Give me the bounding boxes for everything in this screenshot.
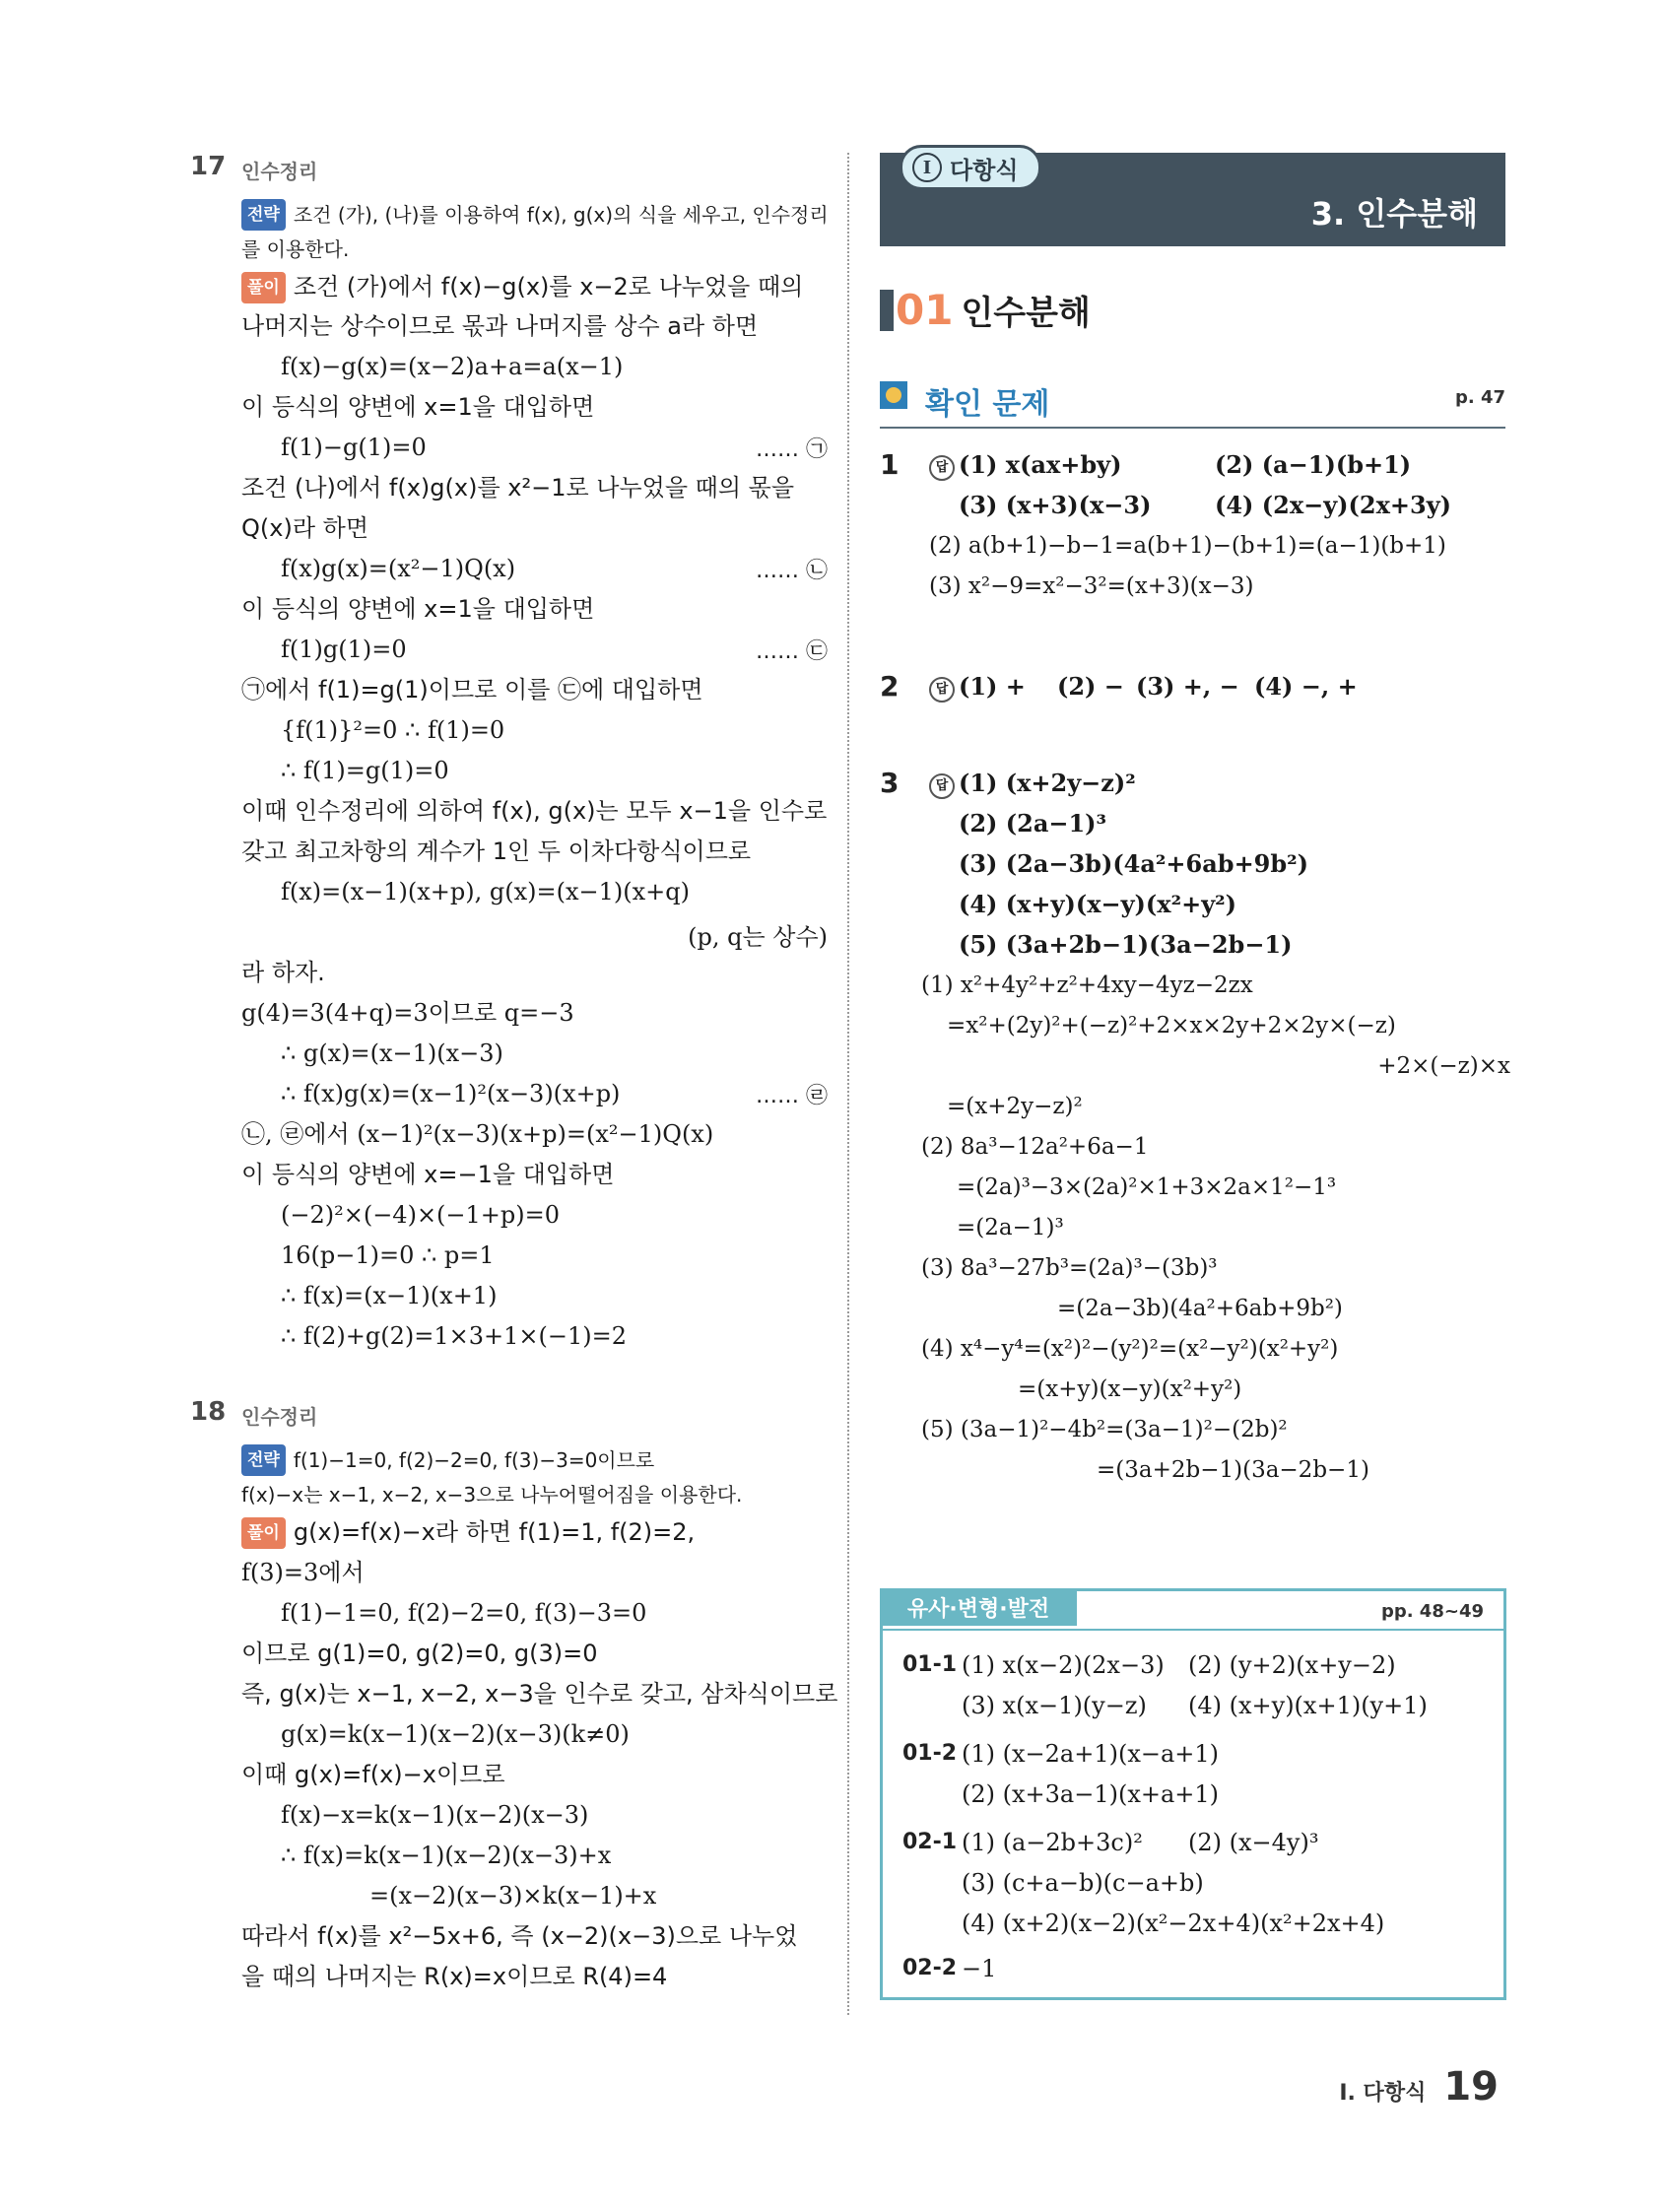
solution-line: 따라서 f(x)를 x²−5x+6, 즉 (x−2)(x−3)으로 나누었 <box>241 1922 798 1950</box>
equation: ∴ f(x)=(x−1)(x+1) <box>281 1282 498 1309</box>
section-heading <box>880 286 1091 334</box>
equation: 16(p−1)=0 ∴ p=1 <box>281 1241 495 1269</box>
explanation-line: =x²+(2y)²+(−z)²+2×x×2y+2×2y×(−z) <box>947 1013 1396 1039</box>
explanation-line: =(2a−3b)(4a²+6ab+9b²) <box>1057 1296 1343 1321</box>
equation: f(1)−1=0, f(2)−2=0, f(3)−3=0 <box>281 1599 647 1627</box>
explanation-line: =(2a−1)³ <box>957 1215 1064 1240</box>
answer-line: (2) (a−1)(b+1) <box>1215 450 1412 479</box>
answer-number: 2 <box>880 670 900 703</box>
practice-item-id: 02-1 <box>902 1830 958 1854</box>
solution-line: f(3)=3에서 <box>241 1559 365 1586</box>
equation: {f(1)}²=0 ∴ f(1)=0 <box>281 716 505 744</box>
equation-mark: …… ㉢ <box>756 639 828 664</box>
chapter-header <box>880 153 1505 246</box>
equation-note: (p, q는 상수) <box>688 923 828 951</box>
equation: =(x−2)(x−3)×k(x−1)+x <box>369 1882 657 1910</box>
equation: f(x)g(x)=(x²−1)Q(x) <box>281 555 516 582</box>
unit-tab <box>900 145 1041 190</box>
check-icon <box>880 381 907 409</box>
solution-line: 조건 (나)에서 f(x)g(x)를 x²−1로 나누었을 때의 몫을 <box>241 474 795 502</box>
equation: f(1)−g(1)=0 <box>281 434 427 461</box>
answer-number: 1 <box>880 448 900 481</box>
strategy-tag: 전략 <box>241 1444 286 1476</box>
equation: f(x)−x=k(x−1)(x−2)(x−3) <box>281 1801 589 1829</box>
solution-line: Q(x)라 하면 <box>241 514 369 542</box>
solution-tag: 풀이 <box>241 1517 286 1549</box>
answer-mark: 답 <box>929 773 955 799</box>
equation: f(x)−g(x)=(x−2)a+a=a(x−1) <box>281 353 624 380</box>
problem-title: 인수정리 <box>241 160 318 183</box>
strategy-tag: 전략 <box>241 199 286 231</box>
explanation-line: =(3a+2b−1)(3a−2b−1) <box>1097 1457 1369 1483</box>
answer-line: (3) (x+3)(x−3) <box>959 491 1152 519</box>
explanation-line: (3) 8a³−27b³=(2a)³−(3b)³ <box>921 1255 1218 1281</box>
answer-mark: 답 <box>929 455 955 481</box>
equation-mark: …… ㉣ <box>756 1084 828 1108</box>
equation: f(1)g(1)=0 <box>281 636 407 663</box>
equation: f(x)=(x−1)(x+p), g(x)=(x−1)(x+q) <box>281 878 690 905</box>
practice-answer: (3) (c+a−b)(c−a+b) <box>962 1869 1204 1897</box>
answer-line: (4) −, + <box>1254 672 1358 701</box>
equation: g(x)=k(x−1)(x−2)(x−3)(k≠0) <box>281 1720 630 1748</box>
equation: ∴ f(2)+g(2)=1×3+1×(−1)=2 <box>281 1322 627 1350</box>
footer-unit-label: Ⅰ. 다항식 <box>1339 2081 1427 2106</box>
strategy-line: f(x)−x는 x−1, x−2, x−3으로 나누어떨어짐을 이용한다. <box>241 1483 743 1507</box>
explanation-line: (1) x²+4y²+z²+4xy−4yz−2zx <box>921 972 1253 998</box>
solution-tag: 풀이 <box>241 272 286 303</box>
practice-answer: (4) (x+2)(x−2)(x²−2x+4)(x²+2x+4) <box>962 1910 1385 1937</box>
equation: ∴ f(x)g(x)=(x−1)²(x−3)(x+p) <box>281 1080 621 1107</box>
solution-line: 풀이 g(x)=f(x)−x라 하면 f(1)=1, f(2)=2, <box>241 1517 695 1549</box>
practice-answer: (1) (x−2a+1)(x−a+1) <box>962 1740 1220 1768</box>
problem-number: 18 <box>190 1397 227 1427</box>
check-title: 확인 문제 <box>925 387 1050 422</box>
answer-line: 답 (1) (x+2y−z)² <box>929 769 1136 799</box>
answer-line: (5) (3a+2b−1)(3a−2b−1) <box>959 930 1293 959</box>
page-number: 19 <box>1443 2064 1499 2110</box>
explanation-line: =(2a)³−3×(2a)²×1+3×2a×1²−1³ <box>957 1174 1337 1200</box>
practice-answer-box <box>880 1588 1506 2000</box>
explanation-line: =(x+2y−z)² <box>947 1094 1083 1119</box>
practice-page-ref: pp. 48~49 <box>1380 1601 1484 1622</box>
solution-line: ㉠에서 f(1)=g(1)이므로 이를 ㉢에 대입하면 <box>241 676 703 704</box>
answer-line: 답 (1) + <box>929 672 1026 703</box>
practice-answer: −1 <box>962 1955 997 1982</box>
practice-separator <box>883 1629 1503 1631</box>
solution-line: 이 등식의 양변에 x=1을 대입하면 <box>241 595 595 623</box>
answer-line: (4) (2x−y)(2x+3y) <box>1215 491 1452 519</box>
answer-line: (4) (x+y)(x−y)(x²+y²) <box>959 890 1237 918</box>
strategy-line: 전략 f(1)−1=0, f(2)−2=0, f(3)−3=0이므로 <box>241 1444 654 1476</box>
answer-line: (2) − <box>1057 672 1124 701</box>
practice-item-id: 01-2 <box>902 1741 958 1766</box>
equation-mark: …… ㉡ <box>756 559 828 583</box>
solution-line: 이 등식의 양변에 x=1을 대입하면 <box>241 393 595 421</box>
explanation-line: =(x+y)(x−y)(x²+y²) <box>1018 1376 1242 1402</box>
explanation-line: (4) x⁴−y⁴=(x²)²−(y²)²=(x²−y²)(x²+y²) <box>921 1336 1339 1362</box>
practice-answer: (1) (a−2b+3c)² <box>962 1829 1143 1856</box>
practice-answer: (3) x(x−1)(y−z) <box>962 1692 1147 1719</box>
solution-line: 갖고 최고차항의 계수가 1인 두 이차다항식이므로 <box>241 838 752 865</box>
solution-line: 라 하자. <box>241 959 325 986</box>
solution-line: 나머지는 상수이므로 몫과 나머지를 상수 a라 하면 <box>241 312 759 340</box>
answer-line: (3) (2a−3b)(4a²+6ab+9b²) <box>959 849 1309 878</box>
practice-answer: (2) (y+2)(x+y−2) <box>1188 1651 1396 1679</box>
chapter-title: 3. 인수분해 <box>1310 195 1478 233</box>
practice-answer: (2) (x+3a−1)(x+a+1) <box>962 1780 1220 1808</box>
explanation-line: (2) 8a³−12a²+6a−1 <box>921 1134 1149 1160</box>
solution-line: 이므로 g(1)=0, g(2)=0, g(3)=0 <box>241 1640 598 1667</box>
unit-title: 다항식 <box>950 156 1019 184</box>
equation: (−2)²×(−4)×(−1+p)=0 <box>281 1201 561 1229</box>
practice-answer: (1) x(x−2)(2x−3) <box>962 1651 1165 1679</box>
page-footer <box>1339 2064 1499 2110</box>
practice-answer: (2) (x−4y)³ <box>1188 1829 1319 1856</box>
section-title: 인수분해 <box>961 294 1091 333</box>
equation-mark: …… ㉠ <box>756 437 828 462</box>
strategy-line: 전략 조건 (가), (나)를 이용하여 f(x), g(x)의 식을 세우고, 인수정리 <box>241 199 829 231</box>
answer-line: (3) +, − <box>1136 672 1239 701</box>
solution-line: 이 등식의 양변에 x=−1을 대입하면 <box>241 1161 615 1188</box>
solution-line: 이때 g(x)=f(x)−x이므로 <box>241 1761 505 1788</box>
solution-line: 을 때의 나머지는 R(x)=x이므로 R(4)=4 <box>241 1963 668 1990</box>
problem-number: 17 <box>190 152 227 181</box>
section-number: 01 <box>896 286 954 334</box>
equation: ∴ g(x)=(x−1)(x−3) <box>281 1039 503 1067</box>
answer-line: 답 (1) x(ax+by) <box>929 450 1121 481</box>
practice-title: 유사·변형·발전 <box>880 1588 1077 1626</box>
equation: ∴ f(1)=g(1)=0 <box>281 757 449 784</box>
solution-line: 풀이 조건 (가)에서 f(x)−g(x)를 x−2로 나누었을 때의 <box>241 272 803 303</box>
section-bar <box>880 290 894 331</box>
explanation-line: (2) a(b+1)−b−1=a(b+1)−(b+1)=(a−1)(b+1) <box>929 533 1446 559</box>
equation: g(4)=3(4+q)=3이므로 q=−3 <box>241 999 574 1027</box>
practice-answer: (4) (x+y)(x+1)(y+1) <box>1188 1692 1428 1719</box>
answer-line: (2) (2a−1)³ <box>959 809 1107 838</box>
equation: ∴ f(x)=k(x−1)(x−2)(x−3)+x <box>281 1842 612 1869</box>
explanation-line: +2×(−z)×x <box>1377 1053 1510 1079</box>
explanation-line: (3) x²−9=x²−3²=(x+3)(x−3) <box>929 573 1254 599</box>
answer-number: 3 <box>880 767 900 799</box>
practice-item-id: 01-1 <box>902 1652 958 1677</box>
check-problems-heading <box>880 377 1505 429</box>
solution-line: 이때 인수정리에 의하여 f(x), g(x)는 모두 x−1을 인수로 <box>241 797 828 825</box>
practice-item-id: 02-2 <box>902 1956 958 1980</box>
problem-title: 인수정리 <box>241 1405 318 1429</box>
column-divider <box>847 153 849 2015</box>
solution-line: 즉, g(x)는 x−1, x−2, x−3을 인수로 갖고, 삼차식이므로 <box>241 1680 838 1708</box>
unit-roman-badge: I <box>912 153 942 182</box>
answer-mark: 답 <box>929 677 955 703</box>
strategy-line: 를 이용한다. <box>241 237 350 261</box>
check-page-ref: p. 47 <box>1454 387 1505 408</box>
explanation-line: (5) (3a−1)²−4b²=(3a−1)²−(2b)² <box>921 1417 1288 1442</box>
equation: ㉡, ㉣에서 (x−1)²(x−3)(x+p)=(x²−1)Q(x) <box>241 1120 714 1148</box>
